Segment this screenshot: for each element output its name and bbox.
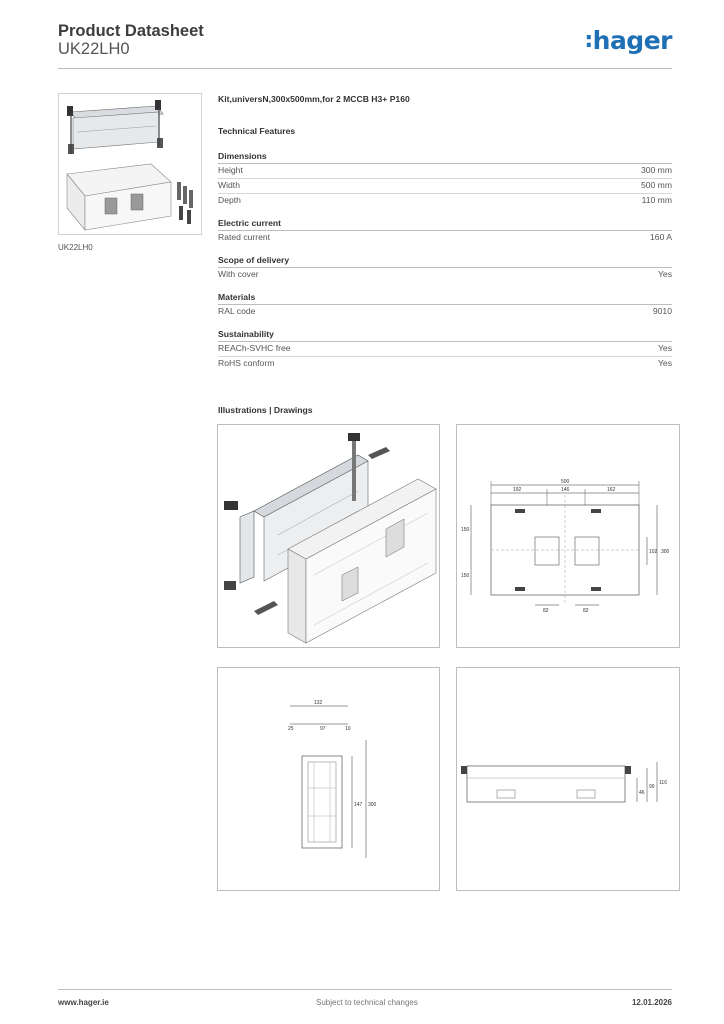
spec-value: 160 A [650, 232, 672, 242]
section-title: Sustainability [218, 329, 672, 342]
product-thumbnail-drawing [59, 94, 201, 234]
dim-height: 300 [661, 549, 670, 555]
dim-side-height: 300 [368, 802, 377, 808]
spec-section-electric-current [218, 218, 672, 245]
dim-bottom-d1: 46 [639, 790, 645, 796]
product-thumbnail [58, 93, 202, 235]
dim-side-d1: 25 [288, 726, 294, 732]
spec-value: 300 mm [640, 165, 672, 175]
spec-label: REACh-SVHC free [218, 343, 291, 353]
spec-label: With cover [218, 269, 259, 279]
dim-side-total: 132 [314, 700, 323, 706]
header-divider [58, 68, 672, 69]
product-code: UK22LH0 [58, 40, 130, 58]
isometric-drawing [218, 425, 439, 647]
spec-label: Rated current [218, 232, 271, 242]
dim-side-d3: 10 [345, 726, 351, 732]
spec-value: 110 mm [641, 195, 672, 205]
dim-bottom-d2: 99 [649, 784, 655, 790]
illustrations-heading: Illustrations | Drawings [218, 405, 313, 415]
spec-value: Yes [657, 269, 672, 279]
section-title: Electric current [218, 218, 672, 231]
illustration-isometric [217, 424, 440, 648]
spec-row [218, 194, 672, 208]
footer-divider [58, 989, 672, 990]
dim-bottom-d3: 116 [659, 780, 667, 786]
spec-section-dimensions [218, 151, 672, 208]
dim-w3: 162 [607, 487, 616, 493]
spec-row [218, 305, 672, 319]
spec-label: RoHS conform [218, 358, 275, 368]
spec-label: Width [218, 180, 240, 190]
dim-cutout-w1: 82 [543, 608, 549, 614]
dim-total-width: 500 [561, 479, 570, 485]
thumbnail-caption: UK22LH0 [58, 243, 93, 252]
logo-text: hager [592, 26, 672, 55]
spec-value: 500 mm [640, 180, 672, 190]
spec-row [218, 357, 672, 371]
bottom-dimension-drawing [457, 668, 679, 890]
spec-section-sustainability [218, 329, 672, 371]
spec-row [218, 164, 672, 179]
dim-w1: 192 [513, 487, 522, 493]
dim-h-top: 150 [461, 527, 470, 533]
page-title: Product Datasheet [58, 22, 204, 40]
spec-section-scope-of-delivery [218, 255, 672, 282]
dim-w2: 146 [561, 487, 570, 493]
hager-logo: :hager [584, 26, 672, 55]
section-title: Materials [218, 292, 672, 305]
dim-side-d2: 97 [320, 726, 326, 732]
footer-note: Subject to technical changes [316, 998, 418, 1007]
dim-side-inner: 147 [354, 802, 363, 808]
dim-cutout-w2: 82 [583, 608, 589, 614]
spec-value: 9010 [652, 306, 672, 316]
page-header [58, 20, 672, 70]
illustration-bottom-dimensions [456, 667, 680, 891]
dim-h-bottom: 150 [461, 573, 470, 579]
footer-website[interactable]: www.hager.ie [58, 998, 109, 1007]
product-description: Kit,universN,300x500mm,for 2 MCCB H3+ P160 [218, 94, 410, 104]
dim-cutout-h: 102 [649, 549, 658, 555]
section-title: Dimensions [218, 151, 672, 164]
spec-value: Yes [657, 343, 672, 353]
section-title: Scope of delivery [218, 255, 672, 268]
side-dimension-drawing [218, 668, 439, 890]
spec-label: Height [218, 165, 243, 175]
footer-date: 12.01.2026 [631, 998, 672, 1007]
illustration-side-dimensions [217, 667, 440, 891]
illustration-front-dimensions [456, 424, 680, 648]
spec-row [218, 179, 672, 194]
technical-spec [218, 94, 672, 381]
spec-label: RAL code [218, 306, 256, 316]
spec-section-materials [218, 292, 672, 319]
spec-label: Depth [218, 195, 241, 205]
front-dimension-drawing [457, 425, 679, 647]
spec-row [218, 342, 672, 357]
spec-row [218, 268, 672, 282]
spec-value: Yes [657, 358, 672, 368]
technical-features-heading: Technical Features [218, 126, 296, 136]
spec-row [218, 231, 672, 245]
